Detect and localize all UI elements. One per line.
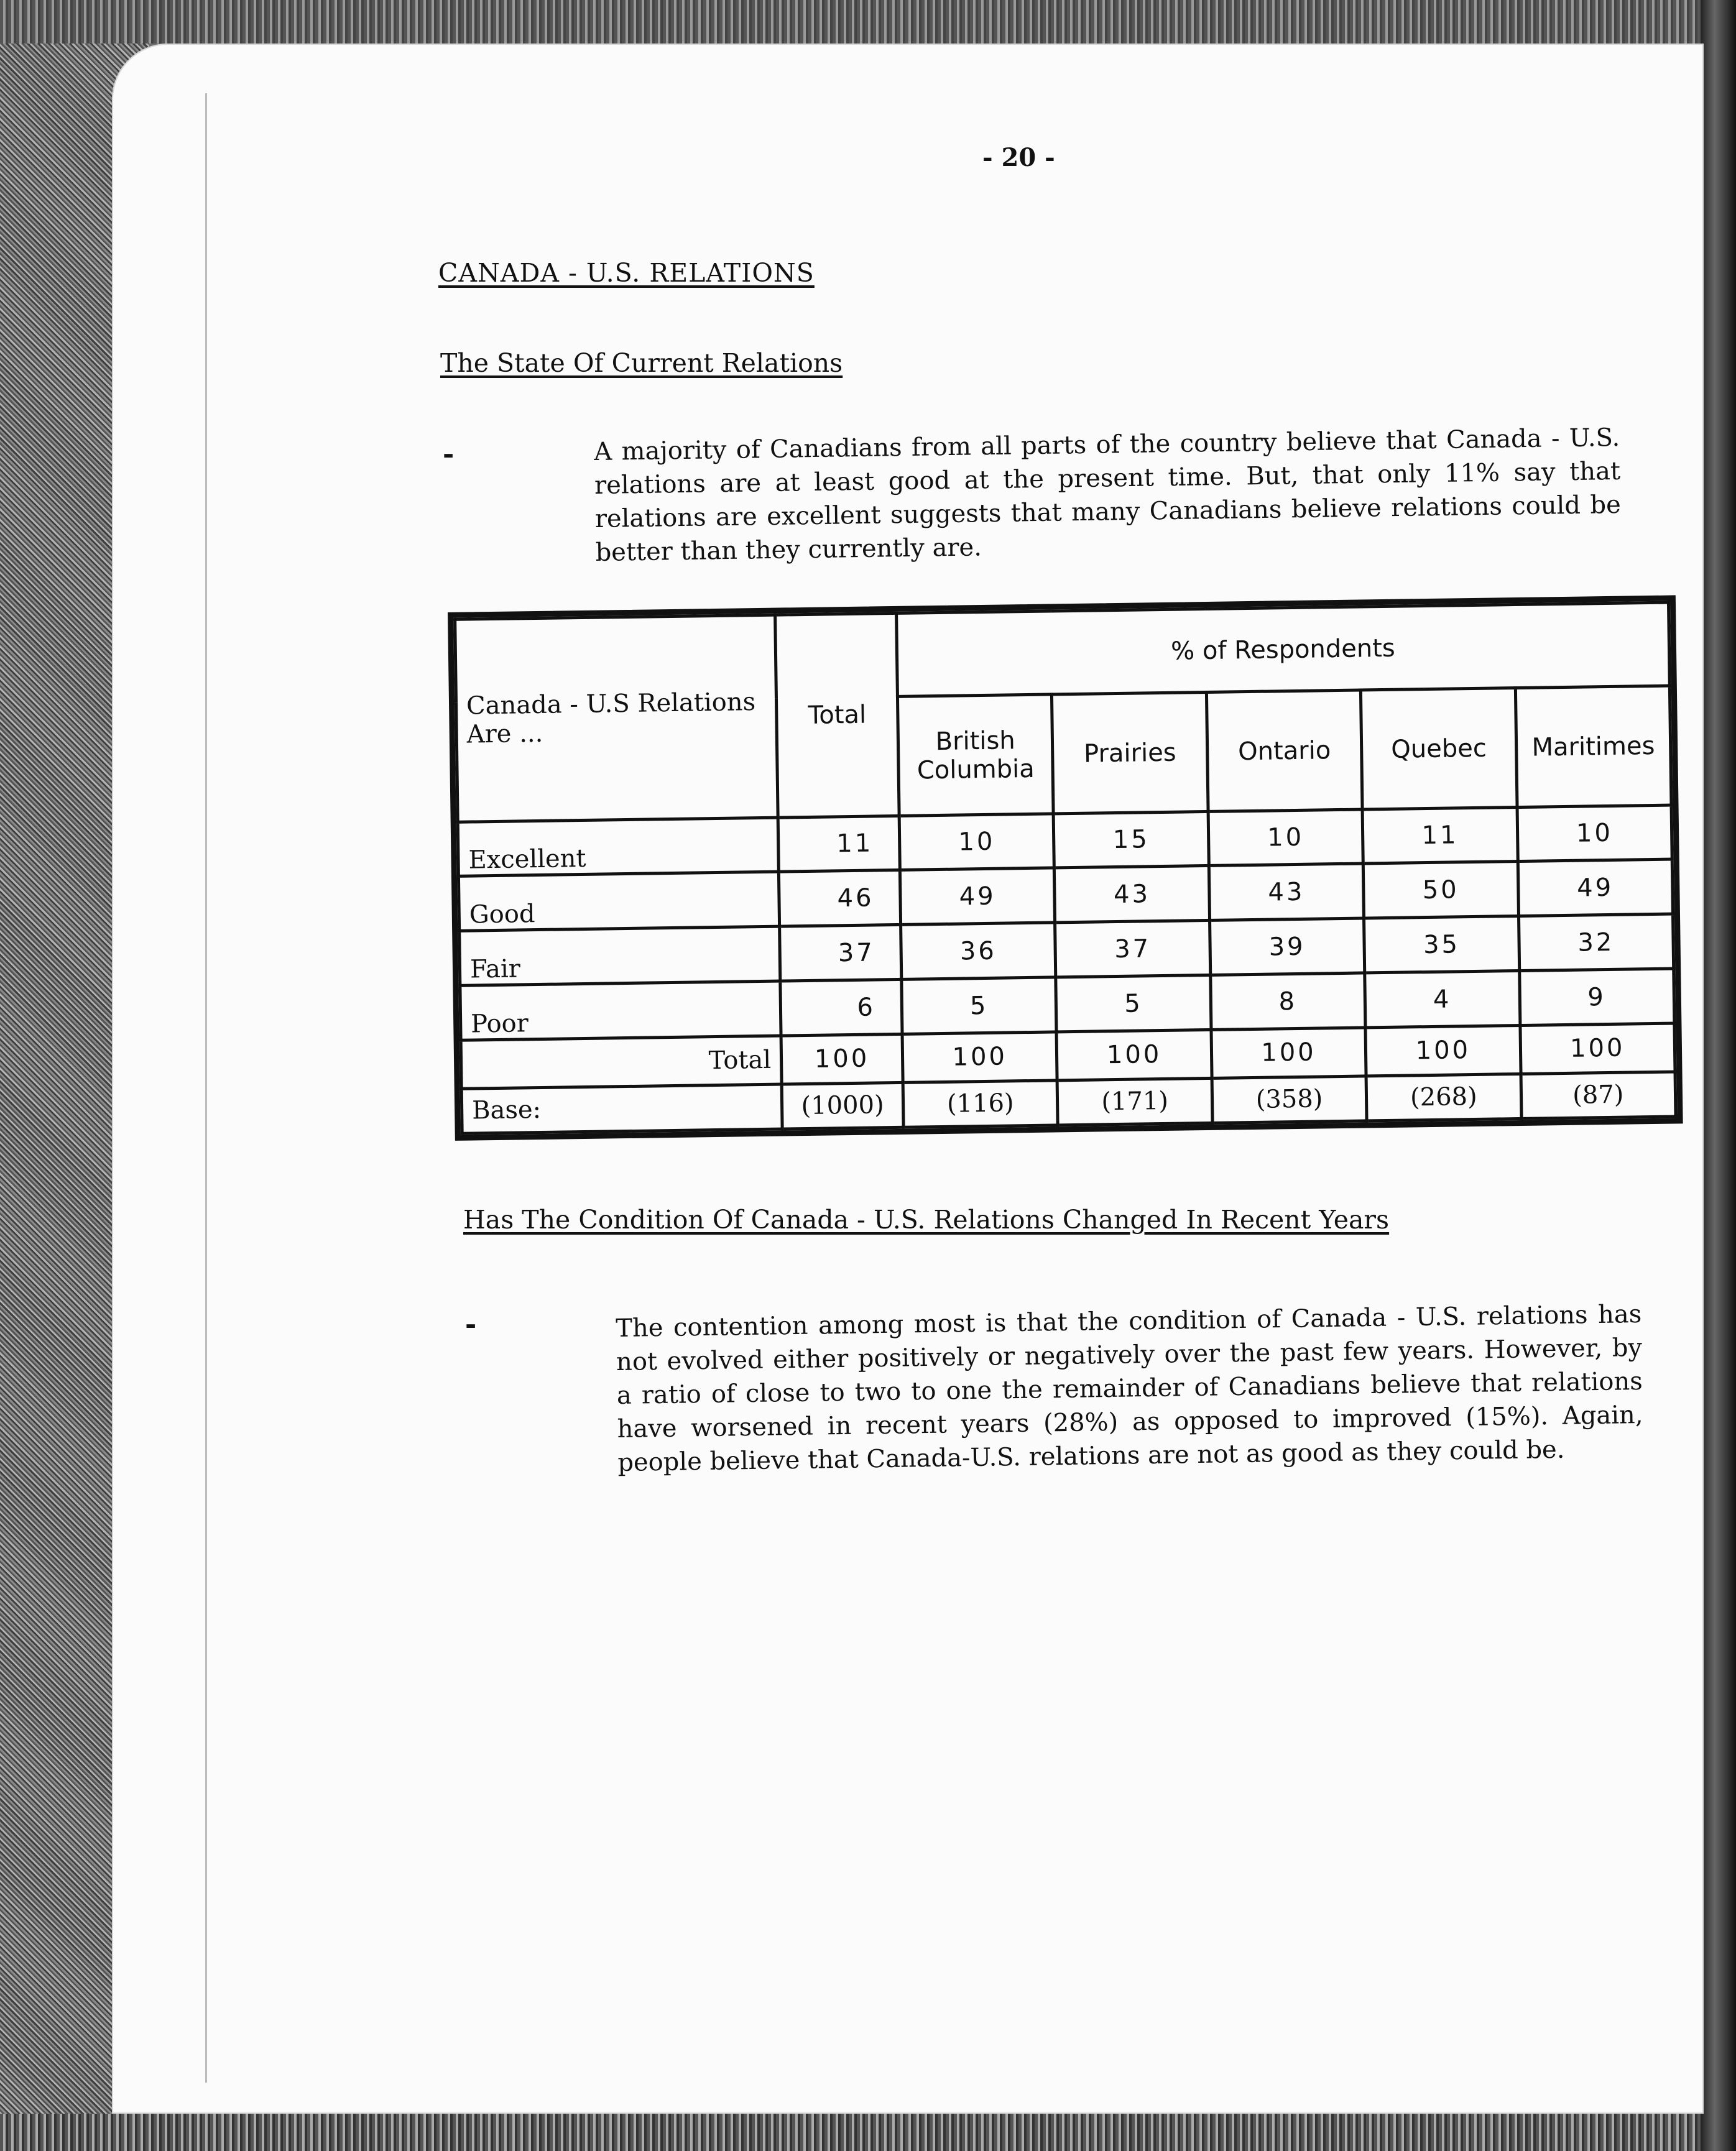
table-corner-label: Canada - U.S Relations Are ... bbox=[455, 615, 778, 822]
total-value: 11 bbox=[778, 816, 900, 872]
region-value: 4 bbox=[1365, 971, 1520, 1028]
region-value: 15 bbox=[1054, 811, 1209, 868]
column-header-region: Maritimes bbox=[1515, 686, 1671, 807]
main-heading: CANADA - U.S. RELATIONS bbox=[438, 258, 815, 288]
total-value: 100 bbox=[781, 1034, 903, 1084]
base-row-label: Base: bbox=[461, 1084, 782, 1134]
scan-background-bottom bbox=[0, 2114, 1736, 2151]
section-heading-current-relations: The State Of Current Relations bbox=[440, 348, 843, 378]
paragraph-current-relations: A majority of Canadians from all parts of the country believe that Canada - U.S. relations are at least good at the present time. But, that only 11% say that relations are excellent suggests that many Canadians believe relations could be better than they currently are. bbox=[594, 423, 1622, 567]
region-value: 8 bbox=[1211, 973, 1366, 1029]
row-label: Good bbox=[458, 872, 779, 931]
region-value: 10 bbox=[1517, 805, 1673, 862]
base-region-value: (87) bbox=[1521, 1072, 1676, 1119]
region-value: 10 bbox=[899, 814, 1055, 870]
section-heading-recent-change: Has The Condition Of Canada - U.S. Relations Changed In Recent Years bbox=[463, 1205, 1390, 1235]
region-value: 100 bbox=[1520, 1023, 1675, 1074]
region-value: 10 bbox=[1208, 809, 1364, 866]
region-value: 11 bbox=[1362, 807, 1518, 864]
total-row-label: Total bbox=[461, 1036, 782, 1089]
bullet-marker: - bbox=[465, 1309, 477, 1340]
region-value: 100 bbox=[1365, 1026, 1520, 1076]
column-header-region: Ontario bbox=[1206, 690, 1362, 811]
region-value: 50 bbox=[1363, 862, 1518, 918]
region-value: 49 bbox=[1518, 860, 1673, 916]
region-value: 9 bbox=[1519, 969, 1674, 1025]
page-margin-line bbox=[205, 93, 207, 2083]
base-region-value: (358) bbox=[1212, 1076, 1367, 1123]
results-table bbox=[453, 601, 1677, 1135]
region-value: 36 bbox=[901, 923, 1056, 979]
base-region-value: (171) bbox=[1057, 1078, 1212, 1125]
scan-background-top bbox=[0, 0, 1736, 44]
column-header-region: Quebec bbox=[1361, 688, 1517, 809]
row-label: Poor bbox=[460, 981, 781, 1040]
page-number: - 20 - bbox=[982, 143, 1055, 172]
region-value: 43 bbox=[1055, 866, 1210, 923]
region-value: 49 bbox=[900, 868, 1055, 924]
region-value: 5 bbox=[902, 977, 1057, 1034]
region-value: 37 bbox=[1055, 921, 1211, 977]
region-value: 100 bbox=[1211, 1028, 1366, 1078]
base-region-value: (268) bbox=[1366, 1074, 1521, 1121]
column-group-header: % of Respondents bbox=[897, 602, 1670, 697]
paragraph-recent-change: The contention among most is that the condition of Canada - U.S. relations has not evolved either positively or negatively over the past few years. However, by a ratio of close to two to one the remainder of Canadians believe that relations have worsened in recent years (28%) as opposed to improved (15%). Again, people believe that Canada-U.S. relations are not as good as they could be. bbox=[616, 1299, 1643, 1477]
region-value: 100 bbox=[902, 1032, 1057, 1082]
region-value: 43 bbox=[1209, 864, 1364, 920]
column-header-total: Total bbox=[775, 613, 900, 817]
column-header-region: Prairies bbox=[1052, 693, 1208, 814]
region-value: 39 bbox=[1209, 918, 1365, 975]
total-value: 6 bbox=[780, 980, 902, 1036]
total-value: 46 bbox=[778, 870, 900, 927]
column-header-region: British Columbia bbox=[897, 694, 1053, 816]
region-value: 5 bbox=[1056, 975, 1211, 1032]
results-table-frame bbox=[448, 595, 1683, 1140]
binder-edge bbox=[1701, 0, 1736, 2151]
row-label: Fair bbox=[459, 926, 780, 985]
row-label: Excellent bbox=[458, 818, 778, 877]
total-value: 37 bbox=[780, 925, 902, 982]
base-total-value: (1000) bbox=[782, 1082, 903, 1129]
bullet-marker: - bbox=[443, 438, 455, 470]
region-value: 100 bbox=[1056, 1029, 1211, 1080]
region-value: 32 bbox=[1518, 914, 1674, 970]
region-value: 35 bbox=[1364, 916, 1520, 973]
base-region-value: (116) bbox=[903, 1080, 1058, 1127]
